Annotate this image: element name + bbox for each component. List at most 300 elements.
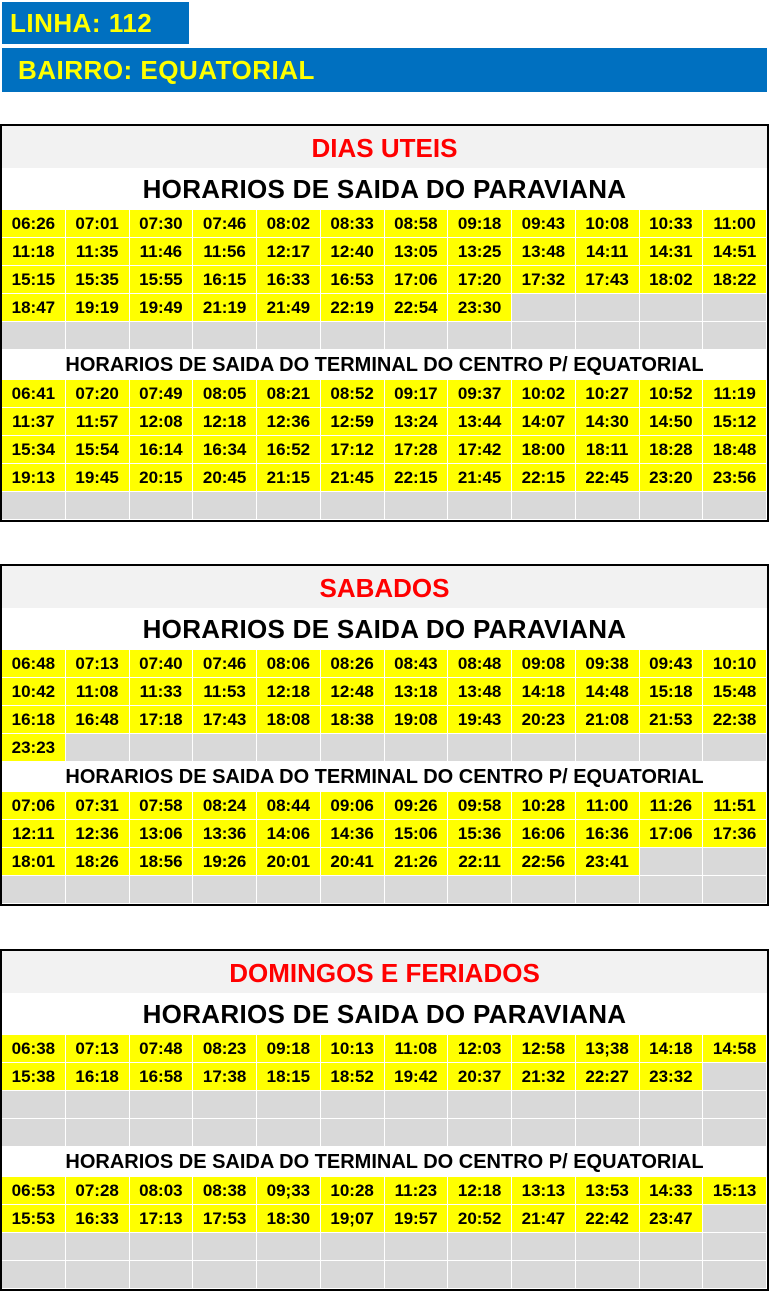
departure-time-cell: 13:24	[385, 408, 449, 436]
empty-cell	[512, 322, 576, 350]
departure-time-cell: 08:21	[257, 380, 321, 408]
departure-time-cell: 12:17	[257, 238, 321, 266]
empty-cell	[2, 322, 66, 350]
departure-time-cell: 21:19	[193, 294, 257, 322]
empty-cell	[257, 1233, 321, 1261]
departure-time-cell: 15:36	[448, 820, 512, 848]
empty-cell	[130, 1233, 194, 1261]
departure-time-cell: 19:57	[385, 1205, 449, 1233]
departure-time-cell: 17:28	[385, 436, 449, 464]
departure-time-cell: 22:45	[576, 464, 640, 492]
empty-cell	[130, 1119, 194, 1147]
departure-time-cell: 13:05	[385, 238, 449, 266]
departure-time-cell: 14:50	[640, 408, 704, 436]
departure-time-cell: 23:41	[576, 848, 640, 876]
empty-cell	[193, 492, 257, 520]
empty-cell	[385, 1261, 449, 1289]
timetable-terminal	[2, 1177, 767, 1289]
departure-time-cell: 11:35	[66, 238, 130, 266]
departure-time-cell: 07:01	[66, 210, 130, 238]
empty-cell	[640, 1233, 704, 1261]
empty-cell	[385, 734, 449, 762]
empty-cell	[130, 1261, 194, 1289]
empty-cell	[257, 1119, 321, 1147]
departure-time-cell: 15:35	[66, 266, 130, 294]
empty-cell	[385, 1233, 449, 1261]
departure-time-cell: 15:54	[66, 436, 130, 464]
departure-time-cell: 12:59	[321, 408, 385, 436]
departure-time-cell: 13;38	[576, 1035, 640, 1063]
departure-time-cell: 06:41	[2, 380, 66, 408]
empty-cell	[576, 294, 640, 322]
empty-cell	[640, 848, 704, 876]
departure-time-cell: 11:56	[193, 238, 257, 266]
departure-time-cell: 07:31	[66, 792, 130, 820]
departure-time-cell: 07:20	[66, 380, 130, 408]
empty-cell	[257, 1261, 321, 1289]
departure-time-cell: 19:13	[2, 464, 66, 492]
departure-time-cell: 19:08	[385, 706, 449, 734]
departure-time-cell: 15:38	[2, 1063, 66, 1091]
departure-header-terminal: HORARIOS DE SAIDA DO TERMINAL DO CENTRO P/ EQUATORIAL	[2, 1147, 767, 1177]
departure-time-cell: 07:49	[130, 380, 194, 408]
empty-cell	[576, 1261, 640, 1289]
empty-cell	[576, 1119, 640, 1147]
departure-time-cell: 16:15	[193, 266, 257, 294]
departure-time-cell: 17:36	[703, 820, 767, 848]
empty-cell	[66, 1091, 130, 1119]
departure-header-paraviana: HORARIOS DE SAIDA DO PARAVIANA	[2, 993, 767, 1035]
empty-cell	[193, 876, 257, 904]
empty-cell	[66, 876, 130, 904]
departure-time-cell: 08:23	[193, 1035, 257, 1063]
departure-time-cell: 16:52	[257, 436, 321, 464]
departure-time-cell: 19:49	[130, 294, 194, 322]
departure-time-cell: 17:20	[448, 266, 512, 294]
empty-cell	[703, 1205, 767, 1233]
empty-cell	[640, 734, 704, 762]
departure-time-cell: 19:19	[66, 294, 130, 322]
departure-time-cell: 12:11	[2, 820, 66, 848]
departure-time-cell: 06:38	[2, 1035, 66, 1063]
departure-time-cell: 17:18	[130, 706, 194, 734]
departure-time-cell: 22:54	[385, 294, 449, 322]
departure-time-cell: 10:08	[576, 210, 640, 238]
empty-cell	[512, 1233, 576, 1261]
departure-time-cell: 13:48	[448, 678, 512, 706]
departure-time-cell: 13:13	[512, 1177, 576, 1205]
departure-time-cell: 12:40	[321, 238, 385, 266]
departure-time-cell: 08:26	[321, 650, 385, 678]
departure-time-cell: 16:58	[130, 1063, 194, 1091]
departure-time-cell: 18:22	[703, 266, 767, 294]
empty-cell	[321, 322, 385, 350]
departure-time-cell: 09:58	[448, 792, 512, 820]
empty-cell	[2, 876, 66, 904]
departure-time-cell: 18:47	[2, 294, 66, 322]
empty-cell	[321, 492, 385, 520]
empty-cell	[130, 876, 194, 904]
departure-time-cell: 15:55	[130, 266, 194, 294]
departure-time-cell: 19:42	[385, 1063, 449, 1091]
departure-time-cell: 13:36	[193, 820, 257, 848]
departure-time-cell: 06:48	[2, 650, 66, 678]
departure-time-cell: 06:53	[2, 1177, 66, 1205]
departure-time-cell: 11:37	[2, 408, 66, 436]
empty-cell	[193, 1233, 257, 1261]
departure-time-cell: 12:36	[257, 408, 321, 436]
departure-time-cell: 14:36	[321, 820, 385, 848]
empty-cell	[448, 322, 512, 350]
departure-time-cell: 09:06	[321, 792, 385, 820]
departure-time-cell: 13:53	[576, 1177, 640, 1205]
departure-time-cell: 08:52	[321, 380, 385, 408]
empty-cell	[703, 734, 767, 762]
empty-cell	[512, 294, 576, 322]
departure-time-cell: 16:36	[576, 820, 640, 848]
departure-time-cell: 13:25	[448, 238, 512, 266]
departure-time-cell: 15:53	[2, 1205, 66, 1233]
departure-time-cell: 17:53	[193, 1205, 257, 1233]
departure-time-cell: 06:26	[2, 210, 66, 238]
empty-cell	[2, 492, 66, 520]
departure-time-cell: 17:43	[193, 706, 257, 734]
departure-time-cell: 07:46	[193, 210, 257, 238]
departure-time-cell: 15:15	[2, 266, 66, 294]
departure-time-cell: 18:15	[257, 1063, 321, 1091]
departure-time-cell: 11:46	[130, 238, 194, 266]
departure-time-cell: 22:27	[576, 1063, 640, 1091]
empty-cell	[321, 1091, 385, 1119]
departure-time-cell: 16:34	[193, 436, 257, 464]
departure-time-cell: 10:33	[640, 210, 704, 238]
departure-time-cell: 14:51	[703, 238, 767, 266]
empty-cell	[703, 1119, 767, 1147]
departure-time-cell: 07:13	[66, 1035, 130, 1063]
schedule-sundays-holidays	[0, 949, 769, 1291]
empty-cell	[640, 492, 704, 520]
departure-time-cell: 09:43	[512, 210, 576, 238]
departure-time-cell: 20:52	[448, 1205, 512, 1233]
departure-time-cell: 21:49	[257, 294, 321, 322]
departure-time-cell: 08:58	[385, 210, 449, 238]
departure-time-cell: 12:48	[321, 678, 385, 706]
departure-time-cell: 19:43	[448, 706, 512, 734]
departure-time-cell: 18:00	[512, 436, 576, 464]
empty-cell	[321, 876, 385, 904]
empty-cell	[512, 1261, 576, 1289]
empty-cell	[576, 492, 640, 520]
departure-time-cell: 18:38	[321, 706, 385, 734]
departure-time-cell: 08:38	[193, 1177, 257, 1205]
departure-time-cell: 12:08	[130, 408, 194, 436]
departure-time-cell: 10:13	[321, 1035, 385, 1063]
departure-time-cell: 21:08	[576, 706, 640, 734]
departure-time-cell: 12:18	[193, 408, 257, 436]
departure-time-cell: 20:37	[448, 1063, 512, 1091]
departure-header-terminal: HORARIOS DE SAIDA DO TERMINAL DO CENTRO P/ EQUATORIAL	[2, 350, 767, 380]
departure-time-cell: 15:06	[385, 820, 449, 848]
departure-time-cell: 20:01	[257, 848, 321, 876]
departure-time-cell: 20:23	[512, 706, 576, 734]
empty-cell	[512, 492, 576, 520]
empty-cell	[66, 492, 130, 520]
empty-cell	[66, 1261, 130, 1289]
departure-header-paraviana: HORARIOS DE SAIDA DO PARAVIANA	[2, 168, 767, 210]
departure-time-cell: 10:28	[321, 1177, 385, 1205]
departure-time-cell: 14:48	[576, 678, 640, 706]
departure-time-cell: 22:15	[385, 464, 449, 492]
departure-time-cell: 17:43	[576, 266, 640, 294]
departure-time-cell: 14:30	[576, 408, 640, 436]
empty-cell	[257, 492, 321, 520]
departure-time-cell: 15:18	[640, 678, 704, 706]
departure-time-cell: 11:18	[2, 238, 66, 266]
departure-time-cell: 21:45	[448, 464, 512, 492]
empty-cell	[448, 1119, 512, 1147]
empty-cell	[66, 734, 130, 762]
departure-time-cell: 18:56	[130, 848, 194, 876]
empty-cell	[66, 1119, 130, 1147]
empty-cell	[448, 734, 512, 762]
departure-time-cell: 09:17	[385, 380, 449, 408]
departure-time-cell: 16:18	[2, 706, 66, 734]
empty-cell	[193, 1261, 257, 1289]
empty-cell	[640, 294, 704, 322]
departure-time-cell: 07:40	[130, 650, 194, 678]
empty-cell	[576, 876, 640, 904]
departure-time-cell: 10:27	[576, 380, 640, 408]
departure-time-cell: 08:48	[448, 650, 512, 678]
departure-time-cell: 17:38	[193, 1063, 257, 1091]
empty-cell	[193, 734, 257, 762]
day-title: SABADOS	[2, 566, 767, 608]
empty-cell	[703, 294, 767, 322]
timetable-paraviana	[2, 1035, 767, 1147]
departure-time-cell: 11:26	[640, 792, 704, 820]
departure-time-cell: 22:56	[512, 848, 576, 876]
departure-time-cell: 07:58	[130, 792, 194, 820]
departure-time-cell: 13:06	[130, 820, 194, 848]
empty-cell	[2, 1119, 66, 1147]
departure-time-cell: 22:15	[512, 464, 576, 492]
departure-time-cell: 20:45	[193, 464, 257, 492]
empty-cell	[321, 1261, 385, 1289]
departure-time-cell: 11:33	[130, 678, 194, 706]
departure-time-cell: 21:15	[257, 464, 321, 492]
departure-time-cell: 11:57	[66, 408, 130, 436]
departure-time-cell: 15:48	[703, 678, 767, 706]
empty-cell	[321, 1233, 385, 1261]
day-title: DOMINGOS E FERIADOS	[2, 951, 767, 993]
departure-time-cell: 13:48	[512, 238, 576, 266]
empty-cell	[2, 1261, 66, 1289]
departure-time-cell: 12:18	[448, 1177, 512, 1205]
empty-cell	[130, 322, 194, 350]
departure-time-cell: 18:48	[703, 436, 767, 464]
departure-header-paraviana: HORARIOS DE SAIDA DO PARAVIANA	[2, 608, 767, 650]
empty-cell	[257, 734, 321, 762]
timetable-terminal	[2, 792, 767, 904]
departure-time-cell: 12:58	[512, 1035, 576, 1063]
empty-cell	[321, 1119, 385, 1147]
departure-time-cell: 18:08	[257, 706, 321, 734]
empty-cell	[448, 1233, 512, 1261]
departure-time-cell: 12:03	[448, 1035, 512, 1063]
departure-time-cell: 09:37	[448, 380, 512, 408]
departure-time-cell: 11:08	[66, 678, 130, 706]
empty-cell	[703, 1261, 767, 1289]
departure-time-cell: 22:38	[703, 706, 767, 734]
departure-time-cell: 18:26	[66, 848, 130, 876]
empty-cell	[640, 1091, 704, 1119]
empty-cell	[703, 1063, 767, 1091]
departure-time-cell: 13:44	[448, 408, 512, 436]
departure-time-cell: 21:26	[385, 848, 449, 876]
departure-time-cell: 23:30	[448, 294, 512, 322]
departure-time-cell: 09:18	[448, 210, 512, 238]
neighborhood-label: BAIRRO: EQUATORIAL	[2, 48, 767, 92]
empty-cell	[385, 1091, 449, 1119]
departure-header-terminal: HORARIOS DE SAIDA DO TERMINAL DO CENTRO P/ EQUATORIAL	[2, 762, 767, 792]
departure-time-cell: 07:46	[193, 650, 257, 678]
departure-time-cell: 07:06	[2, 792, 66, 820]
departure-time-cell: 07:28	[66, 1177, 130, 1205]
empty-cell	[640, 1119, 704, 1147]
departure-time-cell: 21:45	[321, 464, 385, 492]
departure-time-cell: 23:23	[2, 734, 66, 762]
departure-time-cell: 20:15	[130, 464, 194, 492]
departure-time-cell: 11:53	[193, 678, 257, 706]
departure-time-cell: 23:56	[703, 464, 767, 492]
departure-time-cell: 10:10	[703, 650, 767, 678]
timetable-paraviana	[2, 210, 767, 350]
empty-cell	[640, 1261, 704, 1289]
empty-cell	[448, 1091, 512, 1119]
departure-time-cell: 17:13	[130, 1205, 194, 1233]
departure-time-cell: 17:12	[321, 436, 385, 464]
departure-time-cell: 10:02	[512, 380, 576, 408]
departure-time-cell: 23:47	[640, 1205, 704, 1233]
empty-cell	[703, 1233, 767, 1261]
departure-time-cell: 14:06	[257, 820, 321, 848]
departure-time-cell: 08:05	[193, 380, 257, 408]
empty-cell	[512, 876, 576, 904]
day-title: DIAS UTEIS	[2, 126, 767, 168]
departure-time-cell: 12:36	[66, 820, 130, 848]
departure-time-cell: 22:19	[321, 294, 385, 322]
departure-time-cell: 17:42	[448, 436, 512, 464]
departure-time-cell: 23:32	[640, 1063, 704, 1091]
departure-time-cell: 15:34	[2, 436, 66, 464]
empty-cell	[703, 492, 767, 520]
departure-time-cell: 14:11	[576, 238, 640, 266]
departure-time-cell: 18:02	[640, 266, 704, 294]
departure-time-cell: 11:23	[385, 1177, 449, 1205]
departure-time-cell: 17:32	[512, 266, 576, 294]
departure-time-cell: 10:28	[512, 792, 576, 820]
departure-time-cell: 15:12	[703, 408, 767, 436]
empty-cell	[257, 1091, 321, 1119]
empty-cell	[385, 1119, 449, 1147]
departure-time-cell: 20:41	[321, 848, 385, 876]
departure-time-cell: 13:18	[385, 678, 449, 706]
departure-time-cell: 11:08	[385, 1035, 449, 1063]
empty-cell	[66, 322, 130, 350]
empty-cell	[448, 492, 512, 520]
departure-time-cell: 18:30	[257, 1205, 321, 1233]
departure-time-cell: 14:31	[640, 238, 704, 266]
empty-cell	[448, 876, 512, 904]
departure-time-cell: 19:26	[193, 848, 257, 876]
departure-time-cell: 07:13	[66, 650, 130, 678]
departure-time-cell: 21:32	[512, 1063, 576, 1091]
empty-cell	[257, 322, 321, 350]
empty-cell	[640, 322, 704, 350]
departure-time-cell: 16:14	[130, 436, 194, 464]
empty-cell	[703, 322, 767, 350]
departure-time-cell: 11:19	[703, 380, 767, 408]
departure-time-cell: 09:08	[512, 650, 576, 678]
empty-cell	[576, 322, 640, 350]
departure-time-cell: 15:13	[703, 1177, 767, 1205]
departure-time-cell: 16:48	[66, 706, 130, 734]
departure-time-cell: 16:53	[321, 266, 385, 294]
empty-cell	[576, 1233, 640, 1261]
departure-time-cell: 11:51	[703, 792, 767, 820]
departure-time-cell: 14:18	[512, 678, 576, 706]
empty-cell	[66, 1233, 130, 1261]
empty-cell	[193, 322, 257, 350]
empty-cell	[448, 1261, 512, 1289]
empty-cell	[703, 848, 767, 876]
empty-cell	[193, 1119, 257, 1147]
departure-time-cell: 19;07	[321, 1205, 385, 1233]
departure-time-cell: 08:33	[321, 210, 385, 238]
departure-time-cell: 11:00	[703, 210, 767, 238]
departure-time-cell: 09:43	[640, 650, 704, 678]
departure-time-cell: 09:38	[576, 650, 640, 678]
empty-cell	[576, 1091, 640, 1119]
departure-time-cell: 18:01	[2, 848, 66, 876]
empty-cell	[703, 1091, 767, 1119]
departure-time-cell: 16:06	[512, 820, 576, 848]
departure-time-cell: 08:02	[257, 210, 321, 238]
departure-time-cell: 19:45	[66, 464, 130, 492]
empty-cell	[703, 876, 767, 904]
departure-time-cell: 22:42	[576, 1205, 640, 1233]
departure-time-cell: 22:11	[448, 848, 512, 876]
departure-time-cell: 14:33	[640, 1177, 704, 1205]
departure-time-cell: 12:18	[257, 678, 321, 706]
departure-time-cell: 21:47	[512, 1205, 576, 1233]
departure-time-cell: 23:20	[640, 464, 704, 492]
departure-time-cell: 18:52	[321, 1063, 385, 1091]
departure-time-cell: 16:18	[66, 1063, 130, 1091]
empty-cell	[130, 734, 194, 762]
timetable-terminal	[2, 380, 767, 520]
departure-time-cell: 14:07	[512, 408, 576, 436]
empty-cell	[385, 492, 449, 520]
departure-time-cell: 07:30	[130, 210, 194, 238]
departure-time-cell: 16:33	[257, 266, 321, 294]
departure-time-cell: 09;33	[257, 1177, 321, 1205]
line-number-label: LINHA: 112	[2, 2, 189, 44]
empty-cell	[385, 322, 449, 350]
departure-time-cell: 08:43	[385, 650, 449, 678]
timetable-paraviana	[2, 650, 767, 762]
empty-cell	[2, 1233, 66, 1261]
